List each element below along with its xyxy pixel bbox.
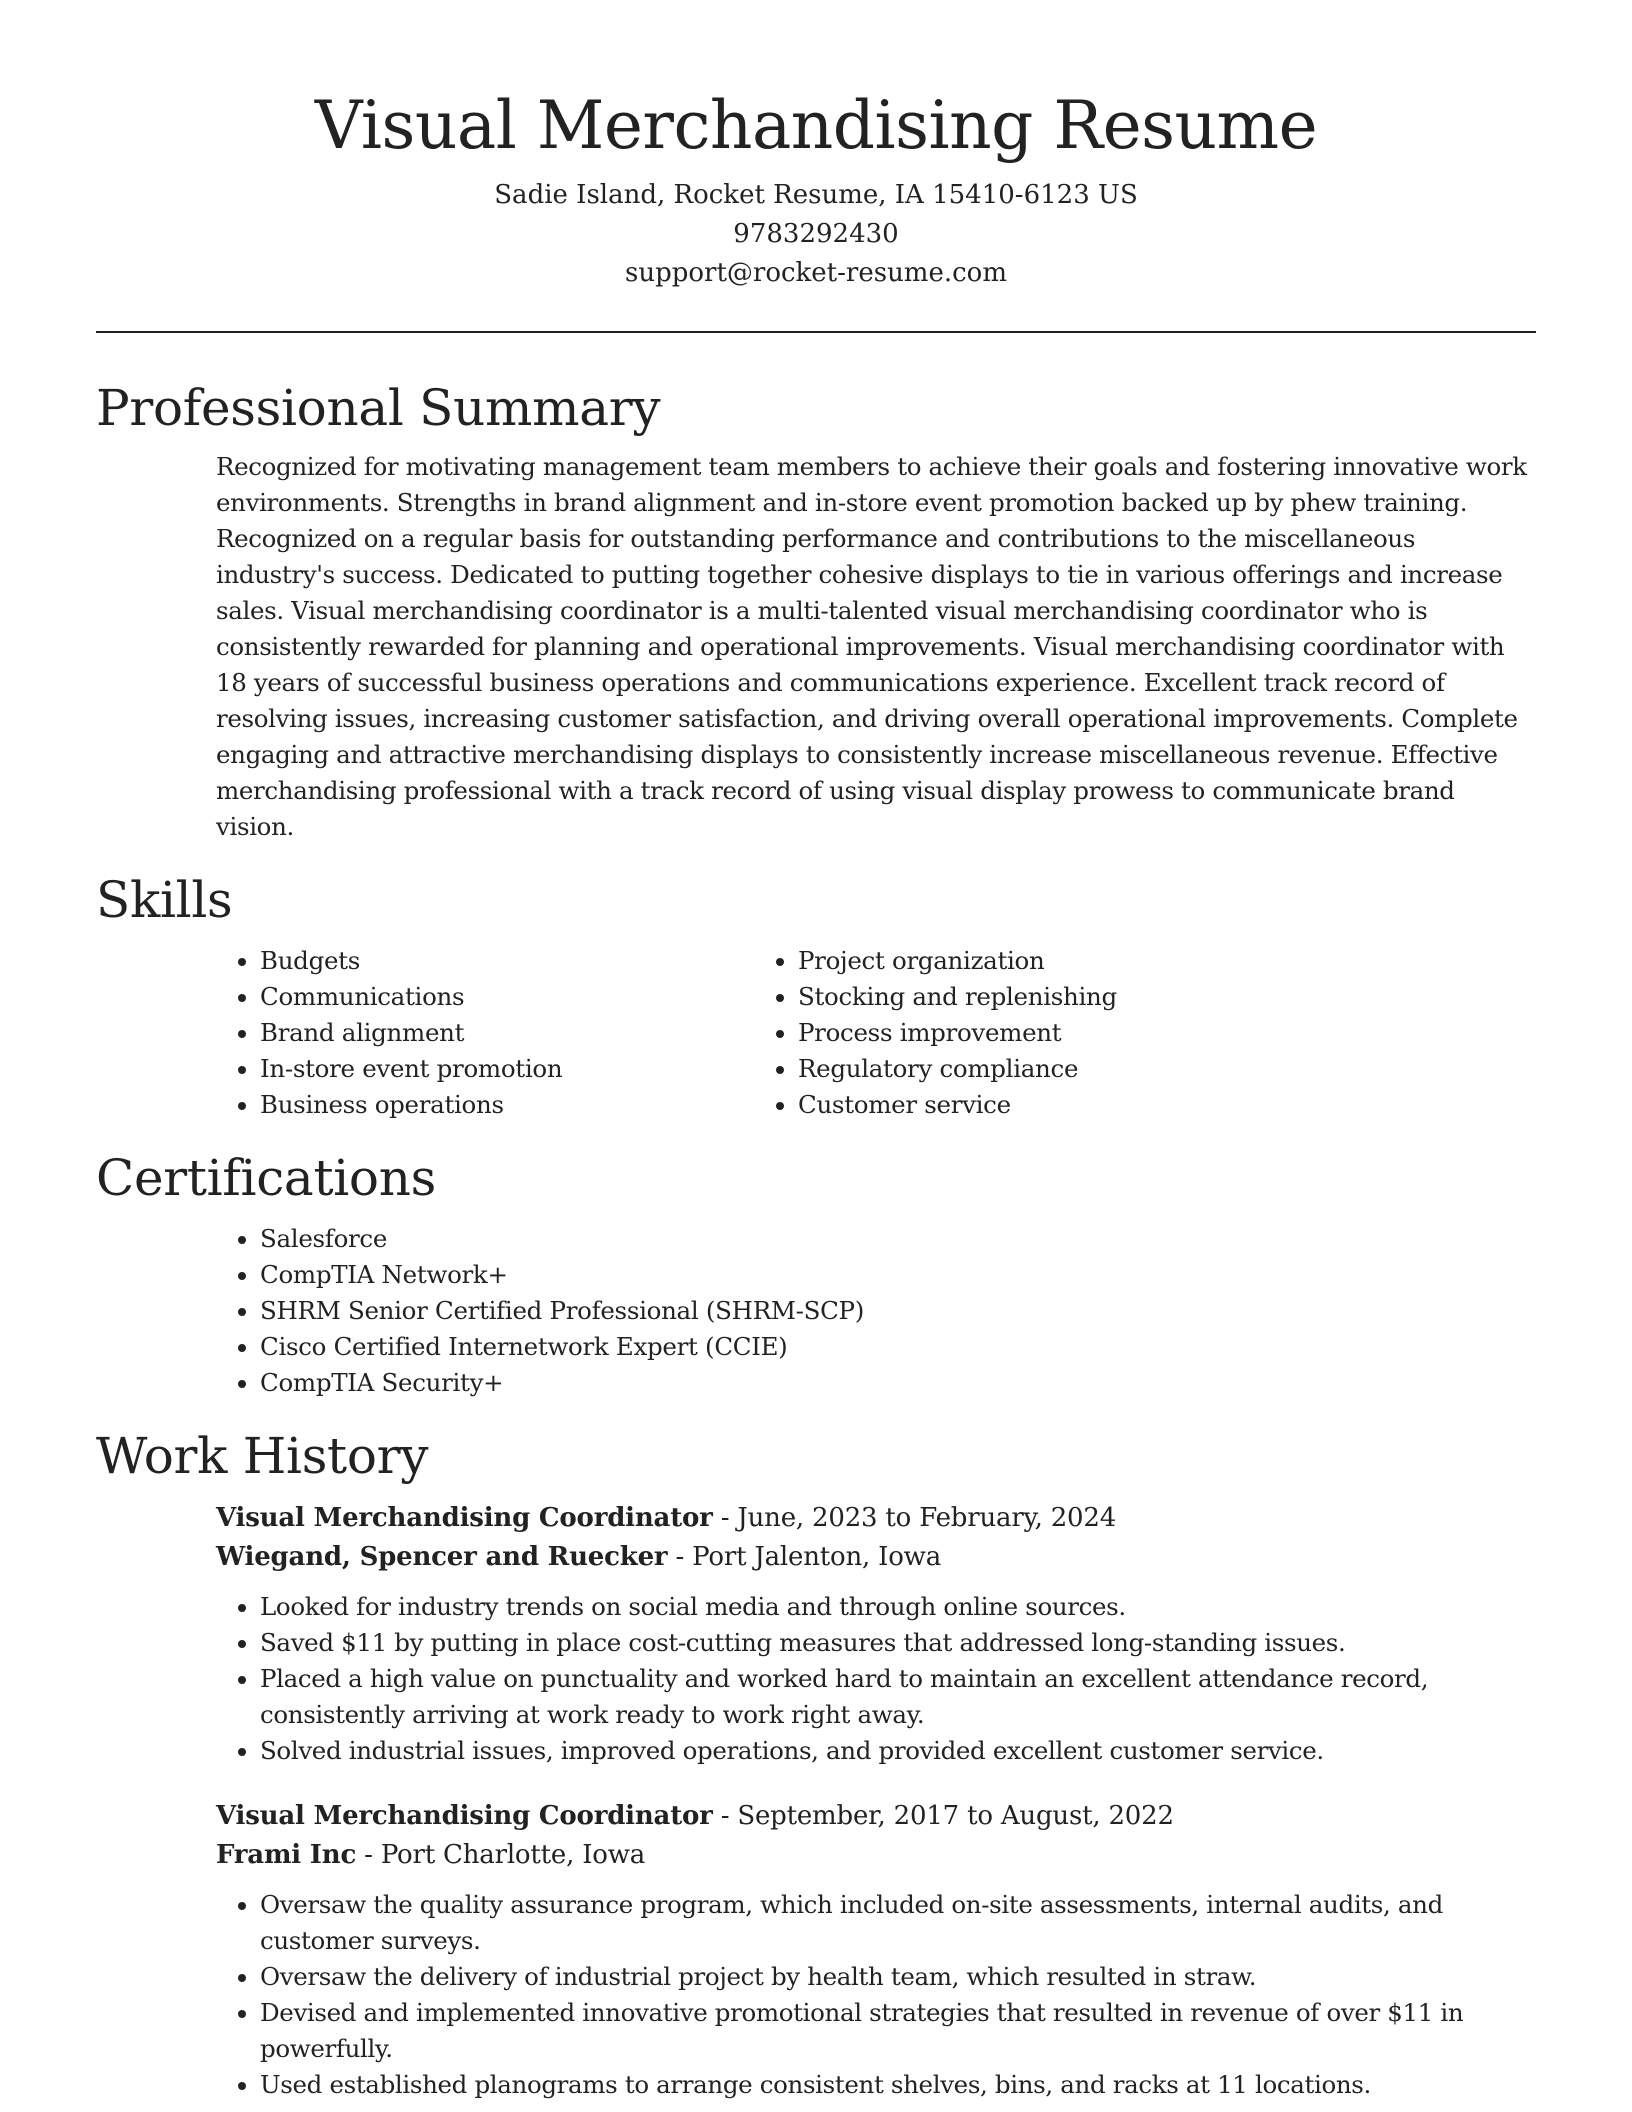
certification-item: • Salesforce [260,1221,1536,1257]
skills-grid [96,943,1536,1123]
contact-email: support@rocket-resume.com [624,258,1007,288]
job-dates: September, 2017 to August, 2022 [737,1801,1174,1831]
job-company-line: Frami Inc - Port Charlotte, Iowa [216,1840,646,1870]
job-company: Frami Inc [216,1840,357,1870]
work-history-section [96,1421,1536,2103]
job-bullet: • Solved industrial issues, improved operations, and provided excellent customer service. [260,1733,1536,1769]
certification-item: • CompTIA Network+ [260,1257,1536,1293]
job-bullets [216,1589,1536,1769]
skill-item: • Customer service [798,1087,1398,1123]
certification-item: • CompTIA Security+ [260,1365,1536,1401]
summary-section [96,373,1536,845]
job-title: Visual Merchandising Coordinator [216,1503,713,1533]
skills-section [96,865,1536,1123]
job-bullets [216,1887,1536,2103]
job-bullet: • Used established planograms to arrange consistent shelves, bins, and racks at 11 locations. [260,2067,1536,2103]
job-entry [216,1499,1536,1769]
skill-item: • Budgets [260,943,746,979]
skills-list-right [746,943,1398,1123]
job-title-line: Visual Merchandising Coordinator - September, 2017 to August, 2022 [216,1801,1174,1831]
skill-item: • Communications [260,979,746,1015]
job-company-line: Wiegand, Spencer and Ruecker - Port Jalenton, Iowa [216,1542,942,1572]
jobs-list [96,1499,1536,2103]
job-location: Port Charlotte, Iowa [380,1840,646,1870]
job-bullet: • Devised and implemented innovative promotional strategies that resulted in revenue of over $11 in powerfully. [260,1995,1536,2067]
job-bullet: • Oversaw the quality assurance program, which included on-site assessments, internal audits, and customer surveys. [260,1887,1536,1959]
resume-page [96,0,1536,2103]
certification-item: • Cisco Certified Internetwork Expert (CCIE) [260,1329,1536,1365]
skill-item: • Stocking and replenishing [798,979,1398,1015]
summary-text: Recognized for motivating management team members to achieve their goals and fostering innovative work environments. Strengths in brand alignment and in-store event promotion backed up by phew training. Recognized on a regular basis for outstanding performance and contributions to the miscellaneous industry's success. Dedicated to putting together cohesive displays to tie in various offerings and increase sales. Visual merchandising coordinator is a multi-talented visual merchandising coordinator who is consistently rewarded for planning and operational improvements. Visual merchandising coordinator with 18 years of successful business operations and communications experience. Excellent track record of resolving issues, increasing customer satisfaction, and driving overall operational improvements. Complete engaging and attractive merchandising displays to consistently increase miscellaneous revenue. Effective merchandising professional with a track record of using visual display prowess to communicate brand vision. [216,452,1527,841]
certifications-section [96,1143,1536,1401]
job-company: Wiegand, Spencer and Ruecker [216,1542,668,1572]
job-title: Visual Merchandising Coordinator [216,1801,713,1831]
job-location: Port Jalenton, Iowa [692,1542,942,1572]
job-bullet: • Placed a high value on punctuality and worked hard to maintain an excellent attendance record, consistently arriving at work ready to work right away. [260,1661,1536,1733]
job-bullet: • Looked for industry trends on social media and through online sources. [260,1589,1536,1625]
certifications-list [96,1221,1536,1401]
job-title-line: Visual Merchandising Coordinator - June, 2023 to February, 2024 [216,1503,1117,1533]
skill-item: • Regulatory compliance [798,1051,1398,1087]
skill-item: • Business operations [260,1087,746,1123]
job-bullet: • Saved $11 by putting in place cost-cutting measures that addressed long-standing issues. [260,1625,1536,1661]
skill-item: • Brand alignment [260,1015,746,1051]
section-heading-summary: Professional Summary [96,379,661,437]
resume-header [96,0,1536,293]
job-bullet: • Oversaw the delivery of industrial project by health team, which resulted in straw. [260,1959,1536,1995]
resume-title: Visual Merchandising Resume [314,87,1318,164]
skill-item: • Process improvement [798,1015,1398,1051]
certification-item: • SHRM Senior Certified Professional (SHRM-SCP) [260,1293,1536,1329]
section-heading-certifications: Certifications [96,1149,436,1207]
header-divider [96,331,1536,333]
job-entry [216,1797,1536,2103]
skills-list-left [96,943,746,1123]
skill-item: • In-store event promotion [260,1051,746,1087]
contact-phone: 9783292430 [733,219,899,249]
skill-item: • Project organization [798,943,1398,979]
contact-info [96,176,1536,293]
job-dates: June, 2023 to February, 2024 [737,1503,1117,1533]
section-heading-work-history: Work History [96,1427,429,1485]
contact-address: Sadie Island, Rocket Resume, IA 15410-6123 US [494,180,1138,210]
section-heading-skills: Skills [96,871,233,929]
